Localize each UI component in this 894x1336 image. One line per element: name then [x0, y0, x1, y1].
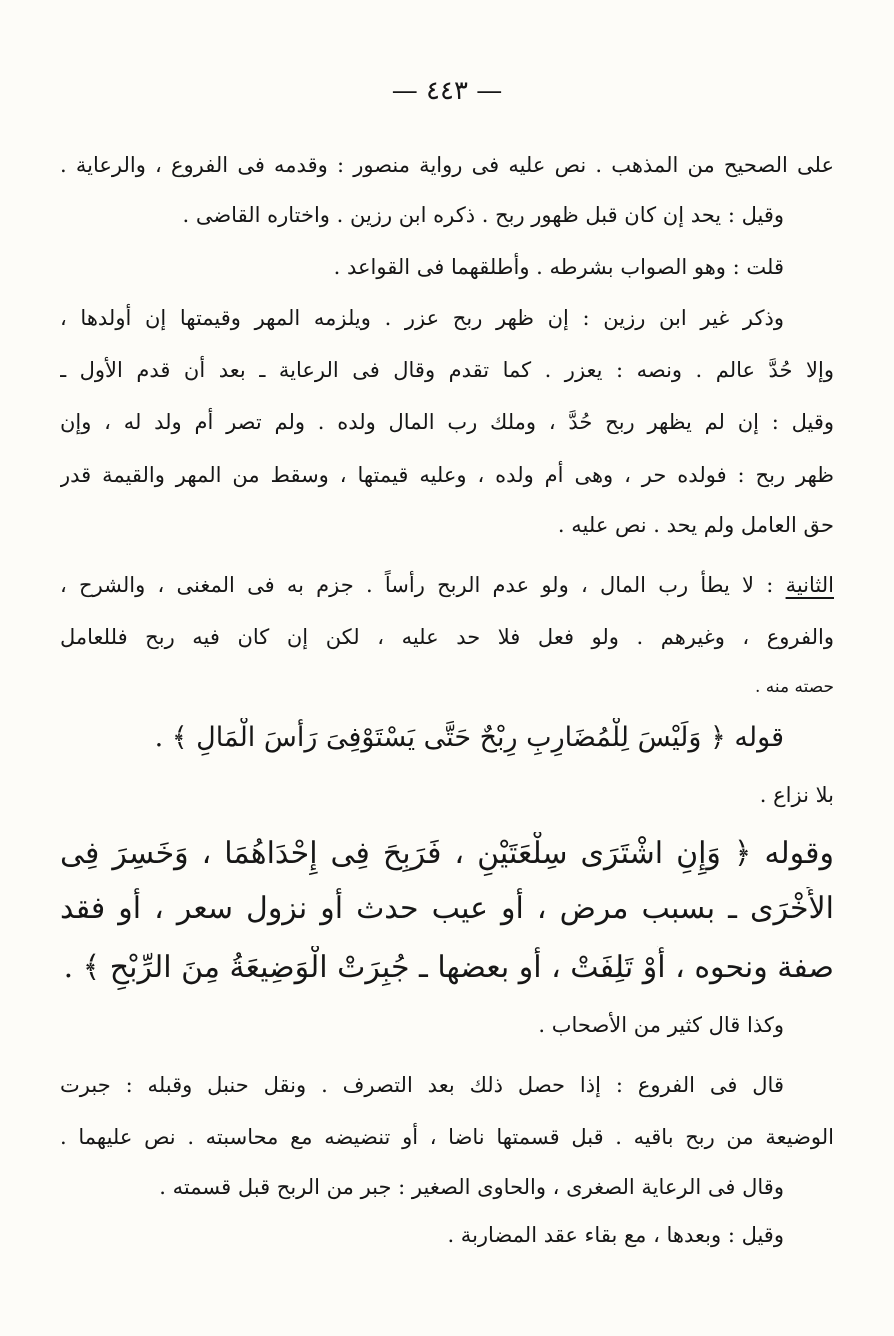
second-issue-text: : لا يطأ رب المال ، ولو عدم الربح رأساً . جزم به فى المغنى ، والشرح ،	[60, 573, 786, 597]
text-line: بلا نزاع .	[759, 783, 834, 807]
text-line: قال فى الفروع : إذا حصل ذلك بعد التصرف . ونقل حنبل وقبله : جبرت	[60, 1073, 784, 1097]
text-line: حق العامل ولم يحد . نص عليه .	[557, 513, 834, 537]
page-number: — ٤٤٣ —	[391, 76, 503, 106]
second-issue-line	[60, 570, 834, 600]
text-line: الوضيعة من ربح باقيه . قبل قسمتها ناضا ، أو تنضيضه مع محاسبته . نص عليهما .	[60, 1125, 834, 1149]
quote-line: الأُخْرَى ـ بسبب مرض ، أو عيب حدث أو نزول سعر ، أو فقد	[60, 891, 834, 926]
text-line: على الصحيح من المذهب . نص عليه فى رواية منصور : وقدمه فى الفروع ، والرعاية .	[60, 153, 834, 177]
text-line: حصته منه .	[754, 677, 834, 697]
text-line: وقال فى الرعاية الصغرى ، والحاوى الصغير : جبر من الربح قبل قسمته .	[159, 1175, 784, 1199]
text-line: قلت : وهو الصواب بشرطه . وأطلقهما فى القواعد .	[333, 255, 784, 279]
quote-line: قوله ﴿ وَلَيْسَ لِلْمُضَارِبِ رِبْحٌ حَتَّى يَسْتَوْفِىَ رَأْسَ الْمَالِ ﴾ .	[154, 722, 784, 753]
text-line: وكذا قال كثير من الأصحاب .	[538, 1013, 784, 1037]
text-line: وإلا حُدَّ عالم . ونصه : يعزر . كما تقدم وقال فى الرعاية ـ بعد أن قدم الأول ـ	[60, 358, 834, 382]
text-line: وقيل : وبعدها ، مع بقاء عقد المضاربة .	[447, 1223, 784, 1247]
text-line: وقيل : يحد إن كان قبل ظهور ربح . ذكره ابن رزين . واختاره القاضى .	[182, 203, 784, 227]
text-line: ظهر ربح : فولده حر ، وهى أم ولده ، وعليه قيمتها ، وسقط من المهر والقيمة قدر	[60, 463, 834, 487]
quote-line: صفة ونحوه ، أَوْ تَلِفَتْ ، أو بعضها ـ جُبِرَتْ الْوَضِيعَةُ مِنَ الرِّبْحِ ﴾ .	[63, 950, 834, 985]
second-issue-label: الثانية	[785, 573, 834, 597]
text-line: وقيل : إن لم يظهر ربح حُدَّ ، وملك رب المال ولده . ولم تصر أم ولد له ، وإن	[60, 410, 834, 434]
text-line: والفروع ، وغيرهم . ولو فعل فلا حد عليه ، لكن إن كان فيه ربح فللعامل	[60, 625, 834, 649]
text-line: وذكر غير ابن رزين : إن ظهر ربح عزر . ويلزمه المهر وقيمتها إن أولدها ،	[60, 306, 784, 330]
quote-line: وقوله ﴿ وَإِنِ اشْتَرَى سِلْعَتَيْنِ ، فَرَبِحَ فِى إِحْدَاهُمَا ، وَخَسِرَ فِى	[60, 836, 834, 871]
